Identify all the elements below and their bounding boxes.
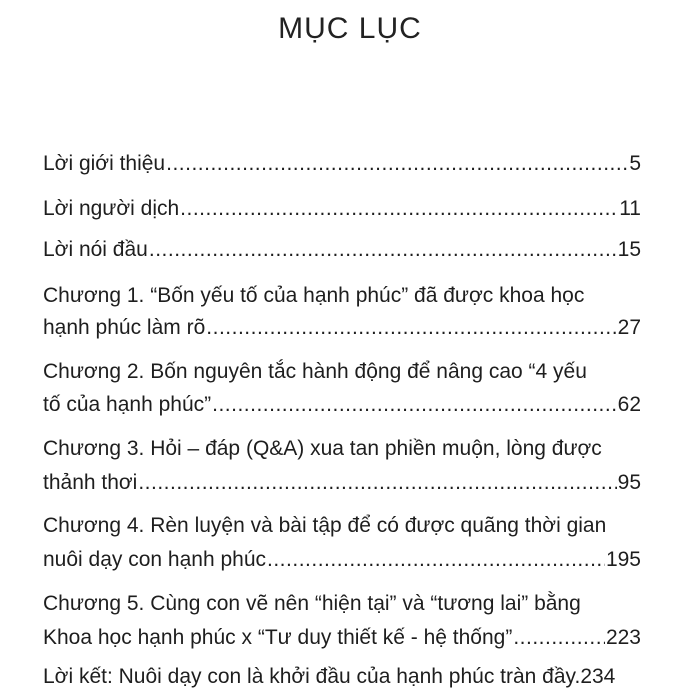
toc-entry-chapter-5-line-2[interactable]: [43, 625, 641, 651]
toc-leader-dots: [149, 237, 617, 263]
toc-entry-title: Chương 2. Bốn nguyên tắc hành động để nâng cao “4 yếu: [43, 360, 587, 383]
toc-page-number: 223: [605, 626, 641, 649]
toc-page-number: 15: [617, 238, 641, 261]
toc-leader-dots: [166, 151, 628, 177]
toc-page-number: 62: [617, 393, 641, 416]
toc-entry-title: Chương 3. Hỏi – đáp (Q&A) xua tan phiền muộn, lòng được: [43, 437, 602, 460]
toc-entry-chapter-3-line-2[interactable]: [43, 470, 641, 496]
toc-entry-title: Khoa học hạnh phúc x “Tư duy thiết kế - hệ thống”: [43, 626, 513, 649]
toc-entry-title: nuôi dạy con hạnh phúc: [43, 548, 267, 571]
toc-leader-dots: [513, 625, 605, 651]
toc-page-number: 11: [619, 197, 641, 220]
toc-leader-dots: [138, 470, 616, 496]
toc-entry-title: Chương 1. “Bốn yếu tố của hạnh phúc” đã được khoa học: [43, 284, 585, 307]
toc-entry-chapter-5-line-1[interactable]: [43, 591, 641, 617]
toc-leader-dots: [180, 196, 618, 222]
toc-entry-chapter-1-line-2[interactable]: [43, 315, 641, 341]
toc-leader-dots: [206, 315, 616, 341]
toc-entry-title: Chương 4. Rèn luyện và bài tập để có được quãng thời gian: [43, 514, 607, 537]
toc-entry-chapter-2-line-2[interactable]: [43, 392, 641, 418]
page-title: MỤC LỤC: [278, 12, 422, 45]
toc-entry-chapter-2-line-1[interactable]: [43, 359, 641, 385]
toc-entry-conclusion[interactable]: [43, 664, 641, 690]
toc-entry-title: Lời giới thiệu: [43, 152, 166, 175]
toc-entry-chapter-3-line-1[interactable]: [43, 436, 641, 462]
toc-entry-preface[interactable]: [43, 237, 641, 263]
toc-page-number: 195: [605, 548, 641, 571]
toc-entry-intro[interactable]: [43, 151, 641, 177]
toc-entry-title: Lời người dịch: [43, 197, 180, 220]
toc-page-number: 27: [617, 316, 641, 339]
toc-leader-dots: [267, 547, 605, 573]
toc-entry-chapter-4-line-2[interactable]: [43, 547, 641, 573]
toc-entry-title: thảnh thơi: [43, 471, 138, 494]
toc-entry-translator-note[interactable]: [43, 196, 641, 222]
toc-page-number: 95: [617, 471, 641, 494]
toc-entry-title: Lời kết: Nuôi dạy con là khởi đầu của hạnh phúc tràn đầy.: [43, 665, 581, 688]
toc-page-number: 5: [629, 152, 641, 175]
toc-entry-title: tố của hạnh phúc”: [43, 393, 212, 416]
toc-entry-title: Chương 5. Cùng con vẽ nên “hiện tại” và “tương lai” bằng: [43, 592, 581, 615]
toc-entry-chapter-1-line-1[interactable]: [43, 283, 641, 309]
toc-entry-chapter-4-line-1[interactable]: [43, 513, 641, 539]
toc-page-number: 234: [580, 665, 616, 688]
toc-entry-title: hạnh phúc làm rõ: [43, 316, 206, 339]
toc-entry-title: Lời nói đầu: [43, 238, 148, 261]
toc-leader-dots: [212, 392, 617, 418]
